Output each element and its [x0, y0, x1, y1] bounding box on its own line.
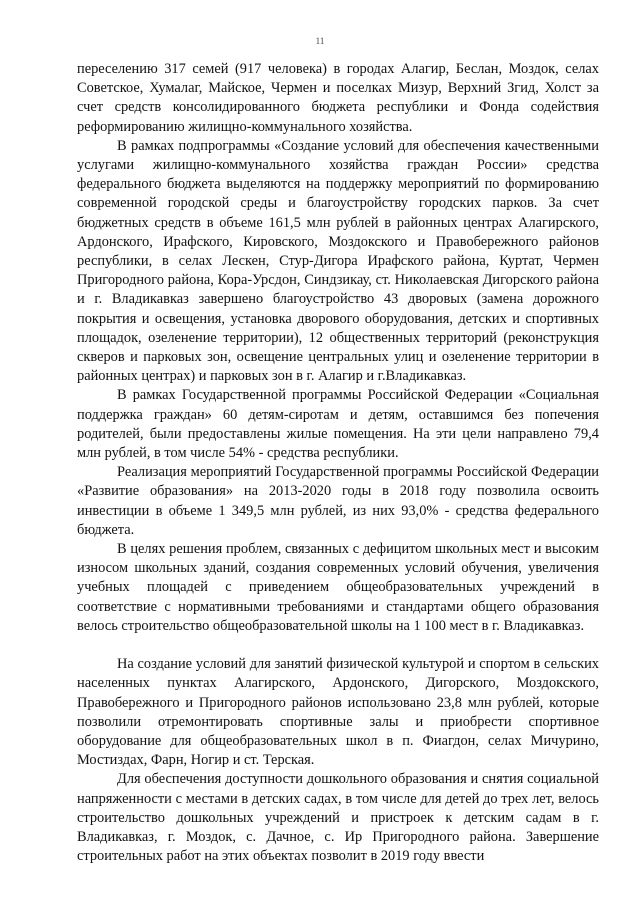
- paragraph-school-construction: В целях решения проблем, связанных с дефицитом школьных мест и высоким износом школьных зданий, создания современных условий обучения, увеличения учебных площадей с приведением общеобразовательных учреждений в соответствие с нормативными требованиями и стандартами общего образования велось строительство общеобразовательной школы на 1 100 мест в г. Владикавказ.: [77, 541, 599, 634]
- paragraph-sports: На создание условий для занятий физической культурой и спортом в сельских населенных пунктах Алагирского, Ардонского, Дигорского, Моздокского, Правобережного и Пригородного районов использовано 23,8 млн рублей, которые позволили отремонтировать спортивные залы и приобрести спортивное оборудование для общеобразовательных школ в п. Фиагдон, селах Мичурино, Мостиздах, Фарн, Ногир и ст. Терская.: [77, 656, 599, 769]
- paragraph-social-support: В рамках Государственной программы Российской Федерации «Социальная поддержка граждан» 60 детям-сиротам и детям, оставшимся без попечения родителей, были предоставлены жилые помещения. На эти цели направлено 79,4 млн рублей, в том числе 54% - средства республики.: [77, 387, 599, 462]
- paragraph-urban-environment: В рамках подпрограммы «Создание условий для обеспечения качественными услугами жилищно-коммунального хозяйства граждан России» средства федерального бюджета выделяются на поддержку мероприятий по формированию современной городской среды и благоустройству городских парков. За счет бюджетных средств в объеме 161,5 млн рублей в районных центрах Алагирского, Ардонского, Ирафского, Кировского, Моздокского и Правобережного районов республики, в селах Лескен, Стур-Дигора Ирафского района, Куртат, Чермен Пригородного района, Кора-Урсдон, Синдзикау, ст. Николаевская Дигорского района и г. Владикавказ завершено благоустройство 43 дворовых (замена дорожного покрытия и освещения, установка дворового оборудования, детских и спортивных площадок, озеленение территории), 12 общественных территорий (реконструкция скверов и парковых зон, освещение центральных улиц и озеленение территории в районных центрах) и парковых зон в г. Алагир и г.Владикавказ.: [77, 137, 599, 385]
- page-number: 11: [315, 36, 325, 46]
- document-body: [77, 60, 599, 866]
- paragraph-preschool: Для обеспечения доступности дошкольного образования и снятия социальной напряженности с местами в детских садах, в том числе для детей до трех лет, велось строительство дошкольных учреждений и пристроек к детским садам в г. Владикавказ, г. Моздок, с. Дачное, с. Ир Пригородного района. Завершение строительных работ на этих объектах позволит в 2019 году ввести: [77, 771, 599, 865]
- paragraph-education-program: Реализация мероприятий Государственной программы Российской Федерации «Развитие образования» на 2013-2020 годы в 2018 году позволила освоить инвестиции в объеме 1 349,5 млн рублей, из них 93,0% - средства федерального бюджета.: [77, 464, 599, 538]
- paragraph-resettlement: переселению 317 семей (917 человека) в городах Алагир, Беслан, Моздок, селах Советское, Хумалаг, Майское, Чермен и поселках Мизур, Верхний Згид, Холст за счет средств консолидированного бюджета республики и Фонда содействия реформированию жилищно-коммунального хозяйства.: [77, 61, 599, 135]
